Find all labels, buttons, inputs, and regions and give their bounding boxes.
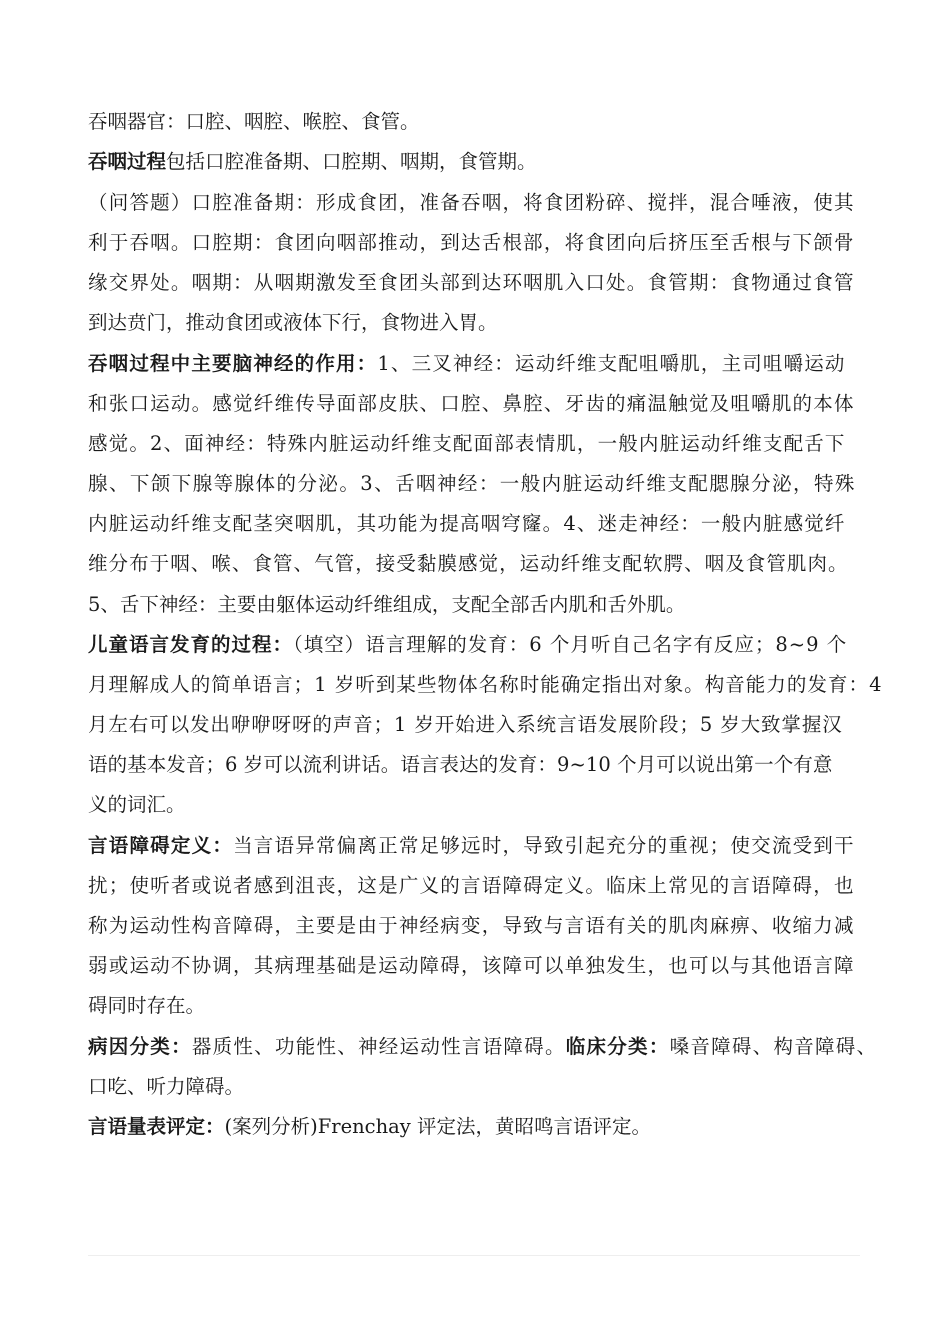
body-text: 扰；使听者或说者感到沮丧，这是广义的言语障碍定义。临床上常见的言语障碍，也 [88,874,855,897]
body-text: (案列分析)Frenchay 评定法，黄昭鸣言语评定。 [224,1115,652,1138]
bold-heading-text: 病因分类： [88,1035,192,1058]
bold-heading-text: 儿童语言发育的过程： [88,633,294,656]
text-line [88,872,855,900]
body-text: 到达贲门，推动食团或液体下行，食物进入胃。 [88,311,498,334]
body-text: 弱或运动不协调，其病理基础是运动障碍，该障可以单独发生，也可以与其他语言障 [88,954,855,977]
body-text: 缘交界处。咽期：从咽期激发至食团头部到达环咽肌入口处。食管期：食物通过食管 [88,271,855,294]
text-line [88,309,498,337]
bold-heading-text: 吞咽过程 [88,150,167,173]
text-line [88,912,855,940]
body-text: 维分布于咽、喉、食管、气管，接受黏膜感觉，运动纤维支配软腭、咽及食管肌肉。 [88,552,849,575]
body-text: 包括口腔准备期、口腔期、咽期，食管期。 [166,150,537,173]
text-line [88,550,849,578]
body-text: 吞咽器官：口腔、咽腔、喉腔、食管。 [88,110,420,133]
bold-heading-text: 言语量表评定： [88,1115,225,1138]
bold-heading-text: 言语障碍定义： [88,834,234,857]
text-line [88,992,205,1020]
text-line [88,631,847,659]
body-text: 5、舌下神经：主要由躯体运动纤维组成，支配全部舌内肌和舌外肌。 [88,593,686,616]
text-line [88,108,420,136]
text-line [88,510,846,538]
body-text: 和张口运动。感觉纤维传导面部皮肤、口腔、鼻腔、牙齿的痛温触觉及咀嚼肌的本体 [88,392,855,415]
body-text: 月左右可以发出咿咿呀呀的声音；1 岁开始进入系统言语发展阶段；5 岁大致掌握汉 [88,713,843,736]
text-line [88,711,843,739]
text-line [88,1033,877,1061]
body-text: 1、三叉神经：运动纤维支配咀嚼肌，主司咀嚼运动 [377,352,846,375]
text-line [88,751,832,779]
body-text: 感觉。2、面神经：特殊内脏运动纤维支配面部表情肌，一般内脏运动纤维支配舌下 [88,432,846,455]
text-line [88,791,186,819]
text-line [88,350,846,378]
text-line [88,1073,244,1101]
text-line [88,148,537,176]
text-line [88,390,855,418]
body-text: 月理解成人的简单语言；1 岁听到某些物体名称时能确定指出对象。构音能力的发育：4 [88,673,883,696]
footer-divider [88,1255,860,1256]
body-text: 内脏运动纤维支配茎突咽肌，其功能为提高咽穹窿。4、迷走神经：一般内脏感觉纤 [88,512,846,535]
text-line [88,430,846,458]
body-text: 当言语异常偏离正常足够远时，导致引起充分的重视；使交流受到干 [233,834,855,857]
body-text: 腺、下颌下腺等腺体的分泌。3、舌咽神经：一般内脏运动纤维支配腮腺分泌，特殊 [88,472,856,495]
text-line [88,671,883,699]
text-line [88,1113,651,1141]
body-text: 利于吞咽。口腔期：食团向咽部推动，到达舌根部，将食团向后挤压至舌根与下颌骨 [88,231,855,254]
text-line [88,229,855,257]
body-text: 嗓音障碍、构音障碍、 [669,1035,878,1058]
text-line [88,591,685,619]
text-line [88,952,855,980]
body-text: 碍同时存在。 [88,994,206,1017]
text-line [88,832,855,860]
body-text: （填空）语言理解的发育：6 个月听自己名字有反应；8~9 个 [293,633,848,656]
body-text: 口吃、听力障碍。 [88,1075,245,1098]
body-text: 义的词汇。 [88,793,186,816]
body-text: 语的基本发音；6 岁可以流利讲话。语言表达的发育：9~10 个月可以说出第一个有意 [88,753,833,776]
text-line [88,470,856,498]
body-text: 器质性、功能性、神经运动性言语障碍。 [191,1035,566,1058]
bold-heading-text: 吞咽过程中主要脑神经的作用： [88,352,378,375]
text-line [88,189,855,217]
text-line [88,269,855,297]
body-text: 称为运动性构音障碍，主要是由于神经病变，导致与言语有关的肌肉麻痹、收缩力减 [88,914,855,937]
body-text: （问答题）口腔准备期：形成食团，准备吞咽，将食团粉碎、搅拌，混合唾液，使其 [88,191,855,214]
bold-heading-text: 临床分类： [565,1035,670,1058]
